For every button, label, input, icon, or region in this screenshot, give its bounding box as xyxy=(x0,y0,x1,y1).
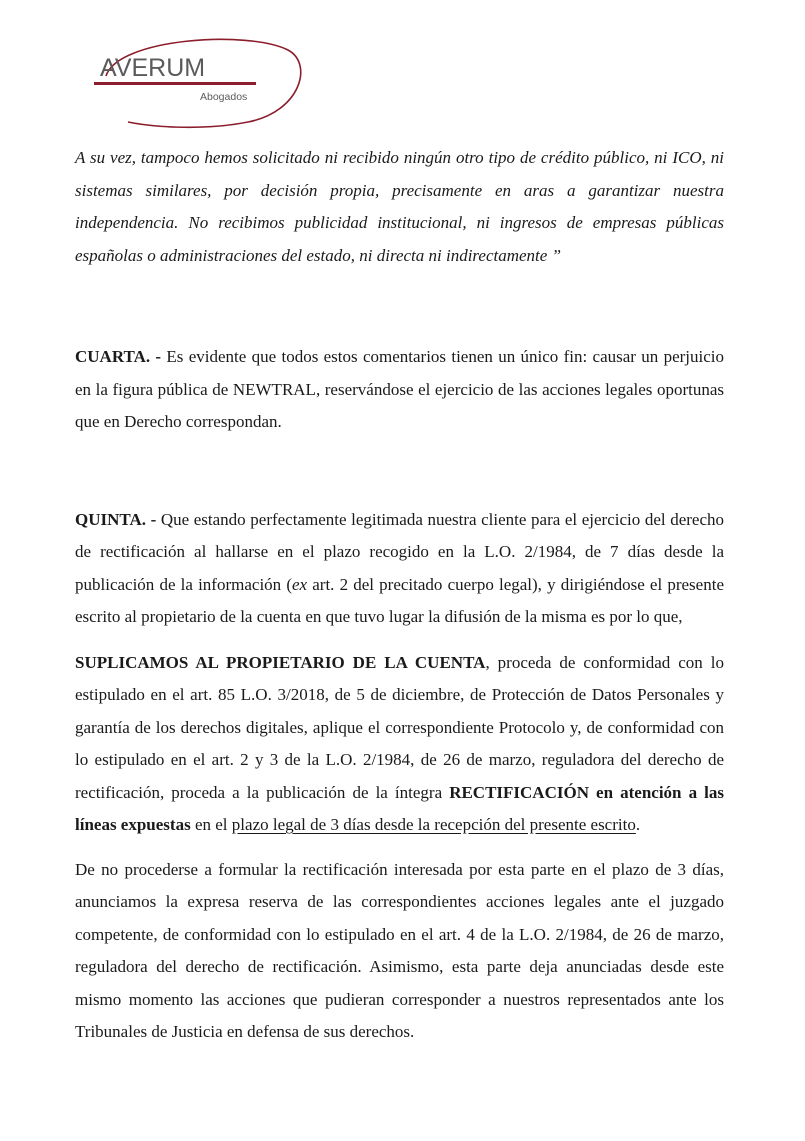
heading-cuarta: CUARTA. - xyxy=(75,347,162,366)
text-quinta-a: Que estando perfectamente legitimada nuestra cliente para el ejercicio del derecho de rectificación al hallarse en el plazo recogido en la L.O. 2/1984, de 7 días desde la publicación de la información ( xyxy=(75,509,724,594)
paragraph-final: De no procederse a formular la rectificación interesada por esta parte en el plazo de 3 días, anunciamos la expresa reserva de las correspondientes acciones legales ante el juzgado competente, de conformidad con lo estipulado en el art. 4 de la L.O. 2/1984, de 26 de marzo, reguladora del derecho de rectificación. Asimismo, esta parte deja anunciadas desde este mismo momento las acciones que pudieran corresponder a nuestros representados ante los Tribunales de Justicia en defensa de sus derechos. xyxy=(75,859,724,1041)
averum-logo-icon xyxy=(88,36,303,132)
text-suplicamos-underline: plazo legal de 3 días desde la recepción del presente escrito xyxy=(231,815,636,834)
logo-name: AVERUM xyxy=(100,54,206,82)
paragraph-quinta xyxy=(75,504,724,634)
paragraph-cuarta xyxy=(75,341,724,439)
paragraph-suplicamos xyxy=(75,647,724,842)
heading-quinta: QUINTA. - xyxy=(75,509,157,529)
text-quinta-ex: ex xyxy=(292,574,308,594)
logo-underline xyxy=(94,82,256,85)
firm-logo xyxy=(88,36,303,132)
text-suplicamos-a: , proceda de conformidad con lo estipulado en el art. 85 L.O. 3/2018, de 5 de diciembre, de Protección de Datos Personales y garantía de los derechos digitales, aplique el correspondiente Protocolo y, de conformidad con lo estipulado en el art. 2 y 3 de la L.O. 2/1984, de 26 de marzo, reguladora del derecho de rectificación, proceda a la publicación de la íntegra xyxy=(75,652,724,802)
heading-suplicamos: SUPLICAMOS AL PROPIETARIO DE LA CUENTA xyxy=(75,652,486,672)
text-suplicamos-c: . xyxy=(635,815,641,834)
text-quinta-b: art. 2 del precitado cuerpo legal), y dirigiéndose el presente escrito al propietario de la cuenta en que tuvo lugar la difusión de la misma es por lo que, xyxy=(75,574,724,626)
document-body xyxy=(75,142,724,1049)
text-suplicamos-bold: RECTIFICACIÓN en atención a las líneas expuestas xyxy=(75,782,724,834)
text-cuarta: Es evidente que todos estos comentarios tienen un único fin: causar un perjuicio en la figura pública de NEWTRAL, reservándose el ejercicio de las acciones legales oportunas que en Derecho correspondan. xyxy=(75,347,724,431)
logo-tagline: Abogados xyxy=(200,91,248,103)
quoted-paragraph: A su vez, tampoco hemos solicitado ni recibido ningún otro tipo de crédito público, ni ICO, ni sistemas similares, por decisión propia, precisamente en aras a garantizar nuestra independencia. No recibimos publicidad institucional, ni ingresos de empresas públicas españolas o administraciones del estado, ni directa ni indirectamente ” xyxy=(75,148,724,265)
text-suplicamos-b: en el xyxy=(190,815,232,834)
